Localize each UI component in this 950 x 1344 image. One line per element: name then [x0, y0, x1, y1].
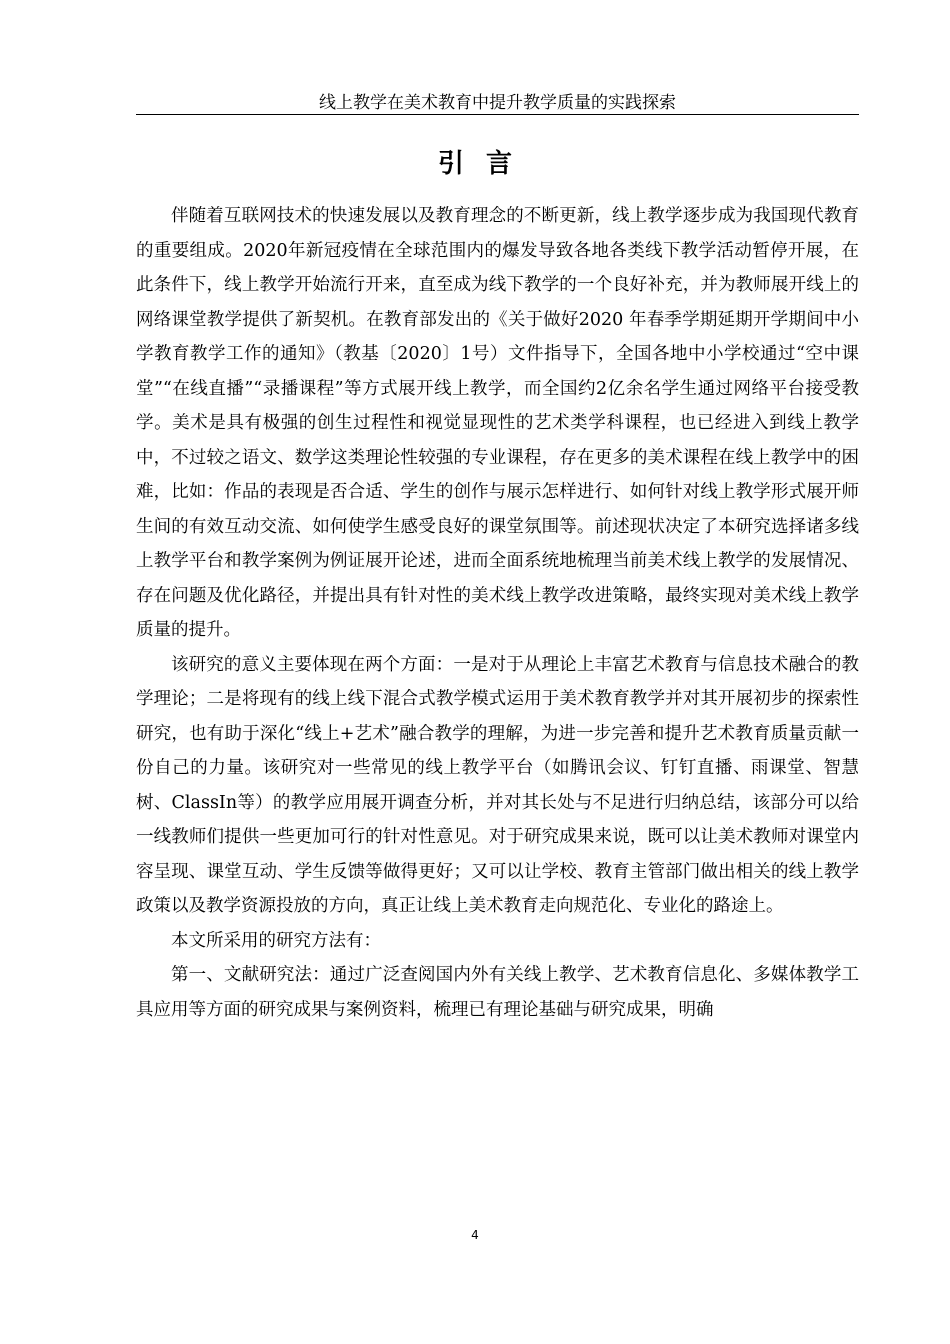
section-title: 引言	[437, 149, 534, 179]
paragraph-1: 伴随着互联网技术的快速发展以及教育理念的不断更新，线上教学逐步成为我国现代教育的重要组成。2020年新冠疫情在全球范围内的爆发导致各地各类线下教学活动暂停开展，在此条件下，线上教学开始流行开来，直至成为线下教学的一个良好补充，并为教师展开线上的网络课堂教学提供了新契机。在教育部发出的《关于做好2020 年春季学期延期开学期间中小学教育教学工作的通知》（教基〔2020〕1号）文件指导下，全国各地中小学校通过“空中课堂”“在线直播”“录播课程”等方式展开线上教学，而全国约2亿余名学生通过网络平台接受教学。美术是具有极强的创生过程性和视觉显现性的艺术类学科课程，也已经进入到线上教学中，不过较之语文、数学这类理论性较强的专业课程，存在更多的美术课程在线上教学中的困难，比如：作品的表现是否合适、学生的创作与展示怎样进行、如何针对线上教学形式展开师生间的有效互动交流、如何使学生感受良好的课堂氛围等。前述现状决定了本研究选择诸多线上教学平台和教学案例为例证展开论述，进而全面系统地梳理当前美术线上教学的发展情况、存在问题及优化路径，并提出具有针对性的美术线上教学改进策略，最终实现对美术线上教学质量的提升。	[136, 206, 859, 640]
page-number: 4	[471, 1228, 479, 1242]
paragraph-3: 本文所采用的研究方法有：	[171, 930, 381, 951]
paragraph-2: 该研究的意义主要体现在两个方面：一是对于从理论上丰富艺术教育与信息技术融合的教学理论；二是将现有的线上线下混合式教学模式运用于美术教育教学并对其开展初步的探索性研究，也有助于深化“线上+艺术”融合教学的理解，为进一步完善和提升艺术教育质量贡献一份自己的力量。该研究对一些常见的线上教学平台（如腾讯会议、钉钉直播、雨课堂、智慧树、ClassIn等）的教学应用展开调查分析，并对其长处与不足进行归纳总结，该部分可以给一线教师们提供一些更加可行的针对性意见。对于研究成果来说，既可以让美术教师对课堂内容呈现、课堂互动、学生反馈等做得更好；又可以让学校、教育主管部门做出相关的线上教学政策以及教学资源投放的方向，真正让线上美术教育走向规范化、专业化的路途上。	[136, 654, 859, 916]
running-header: 线上教学在美术教育中提升教学质量的实践探索	[319, 93, 676, 113]
body-text	[136, 199, 859, 1027]
header-rule	[136, 114, 859, 115]
paragraph-4: 第一、文献研究法：通过广泛查阅国内外有关线上教学、艺术教育信息化、多媒体教学工具应用等方面的研究成果与案例资料，梳理已有理论基础与研究成果，明确	[136, 965, 859, 1020]
